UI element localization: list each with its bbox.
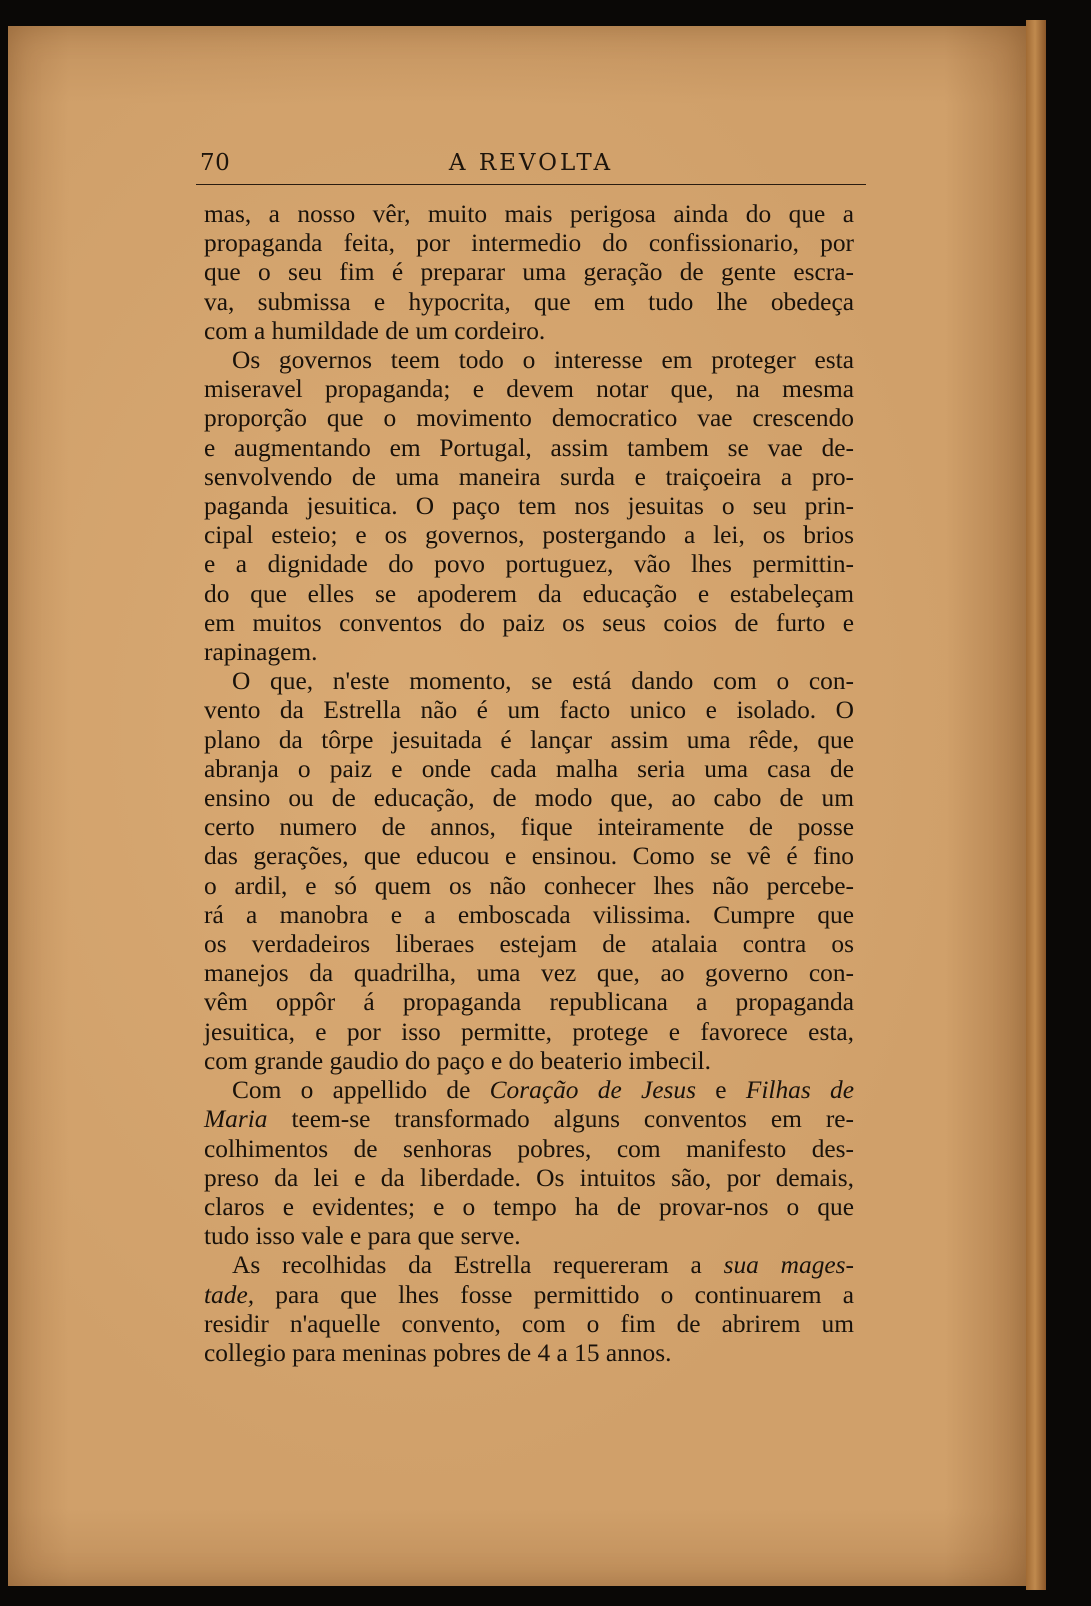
paragraph-5 — [204, 1251, 854, 1368]
text-line: que o seu fim é preparar uma geração de gente escra- — [204, 258, 854, 287]
text-line: das gerações, que educou e ensinou. Como se vê é fino — [204, 842, 854, 871]
text-line: tudo isso vale e para que serve. — [204, 1222, 521, 1251]
text-line: propaganda feita, por intermedio do confissionario, por — [204, 229, 854, 258]
text-line: vento da Estrella não é um facto unico e isolado. O — [204, 696, 854, 725]
paragraph-3 — [204, 667, 854, 1076]
text-line: O que, n'este momento, se está dando com o con- — [232, 667, 854, 696]
text-line: proporção que o movimento democratico vae crescendo — [204, 404, 854, 433]
text-line: e a dignidade do povo portuguez, vão lhes permittin- — [204, 550, 854, 579]
text-line: rá a manobra e a emboscada vilissima. Cumpre que — [204, 900, 854, 929]
text-line: ensino ou de educação, de modo que, ao cabo de um — [204, 784, 854, 813]
text-line: tade, para que lhes fosse permittido o continuarem a — [204, 1280, 854, 1309]
text-line: colhimentos de senhoras pobres, com manifesto des- — [204, 1134, 854, 1163]
text-line: os verdadeiros liberaes estejam de atalaia contra os — [204, 930, 854, 959]
text-line: do que elles se apoderem da educação e estabeleçam — [204, 579, 854, 608]
text-line: em muitos conventos do paiz os seus coios de furto e — [204, 608, 854, 637]
italic-title: Maria — [204, 1105, 268, 1134]
running-title: A REVOLTA — [448, 150, 614, 176]
text-line: jesuitica, e por isso permitte, protege e favorece esta, — [204, 1017, 854, 1046]
italic-title: Filhas de — [745, 1076, 854, 1105]
text-line: mas, a nosso vêr, muito mais perigosa ainda do que a — [204, 200, 854, 228]
italic-phrase: sua mages- — [723, 1251, 854, 1280]
paragraph-4 — [204, 1076, 854, 1251]
text-line: o ardil, e só quem os não conhecer lhes não percebe- — [204, 871, 854, 900]
text-line: Os governos teem todo o interesse em proteger esta — [232, 346, 854, 375]
text-line: manejos da quadrilha, uma vez que, ao governo con- — [204, 959, 854, 988]
text-line: collegio para meninas pobres de 4 a 15 annos. — [204, 1338, 672, 1367]
paragraph-1 — [204, 200, 854, 346]
text-line: va, submissa e hypocrita, que em tudo lhe obedeça — [204, 287, 854, 316]
text-line: cipal esteio; e os governos, postergando a lei, os brios — [204, 521, 854, 550]
text-line: Maria teem-se transformado alguns conventos em re- — [204, 1105, 854, 1134]
text-line: claros e evidentes; e o tempo ha de provar-nos o que — [204, 1192, 854, 1221]
text-line: preso da lei e da liberdade. Os intuitos são, por demais, — [204, 1163, 854, 1192]
text-line: residir n'aquelle convento, com o fim de abrirem um — [204, 1309, 854, 1338]
text-line: miseravel propaganda; e devem notar que, na mesma — [204, 375, 854, 404]
page-edge-strip — [1026, 20, 1046, 1590]
paragraph-2 — [204, 346, 854, 667]
italic-phrase: tade, — [204, 1280, 255, 1309]
text-line: plano da tôrpe jesuitada é lançar assim uma rêde, que — [204, 725, 854, 754]
text-line: rapinagem. — [204, 638, 318, 667]
text-line: e augmentando em Portugal, assim tambem se vae de- — [204, 433, 854, 462]
text-line: certo numero de annos, fique inteiramente de posse — [204, 813, 854, 842]
text-line: com grande gaudio do paço e do beaterio imbecil. — [204, 1046, 711, 1075]
page-number: 70 — [200, 150, 231, 176]
italic-title: Coração de Jesus — [489, 1076, 696, 1105]
text-line: Com o appellido de Coração de Jesus e Filhas de — [232, 1076, 854, 1105]
page-header — [196, 146, 866, 185]
text-line: senvolvendo de uma maneira surda e traiçoeira a pro- — [204, 462, 854, 491]
body-text — [204, 200, 854, 1368]
text-line: abranja o paiz e onde cada malha seria uma casa de — [204, 754, 854, 783]
text-line: As recolhidas da Estrella requereram a sua mages- — [232, 1251, 854, 1280]
text-line: vêm oppôr á propaganda republicana a propaganda — [204, 988, 854, 1017]
text-line: paganda jesuitica. O paço tem nos jesuitas o seu prin- — [204, 492, 854, 521]
text-line: com a humildade de um cordeiro. — [204, 316, 546, 345]
